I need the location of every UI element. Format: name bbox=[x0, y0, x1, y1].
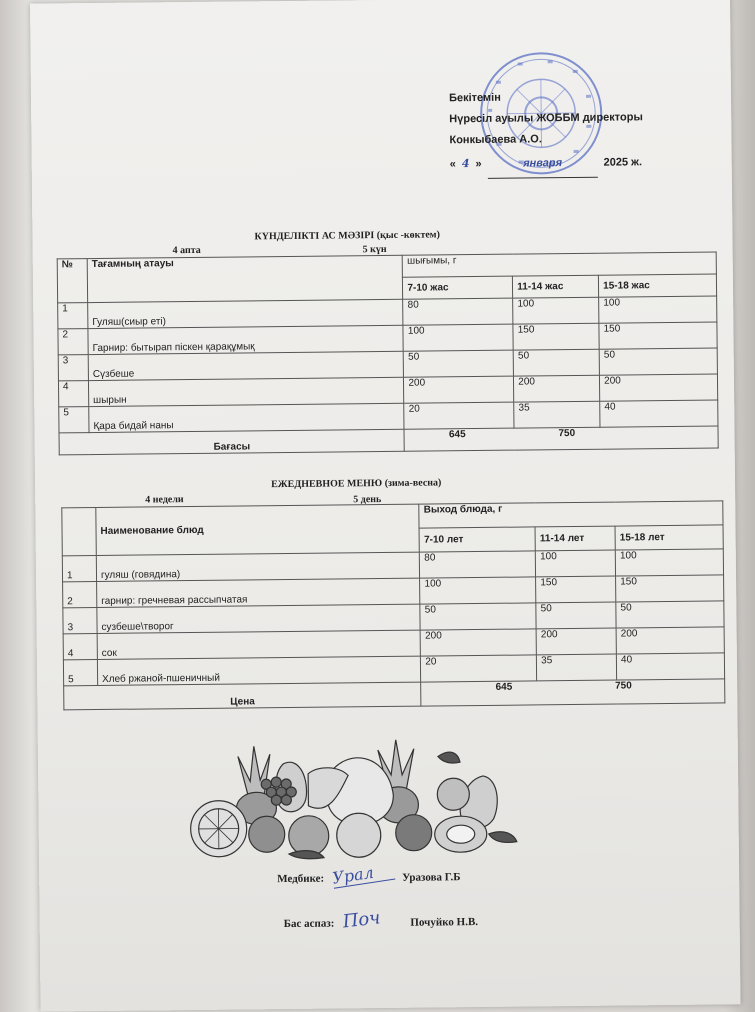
approval-date bbox=[450, 148, 644, 179]
row-value: 35 bbox=[537, 654, 617, 681]
ru-menu-table bbox=[61, 500, 725, 710]
row-num: 5 bbox=[63, 659, 97, 685]
kz-header-yield: шығымы, г bbox=[403, 252, 717, 277]
row-value: 200 bbox=[420, 629, 536, 656]
nurse-signature-line bbox=[277, 863, 461, 885]
price-values bbox=[404, 426, 718, 451]
ru-header-yield: Выход блюда, г bbox=[419, 501, 723, 528]
row-name: шырын bbox=[88, 377, 404, 406]
row-value: 150 bbox=[599, 322, 717, 349]
row-name: Хлеб ржаной-пшеничный bbox=[97, 656, 421, 685]
row-value: 100 bbox=[615, 549, 723, 576]
cook-signature: Поч bbox=[341, 905, 403, 933]
row-name: сок bbox=[97, 630, 421, 659]
document-page bbox=[30, 0, 741, 1012]
nurse-signature: Урал bbox=[331, 860, 395, 889]
row-value: 200 bbox=[514, 375, 600, 402]
kz-menu-table bbox=[57, 251, 719, 455]
cook-label: Бас аспаз: bbox=[284, 918, 335, 931]
row-num: 2 bbox=[63, 582, 97, 608]
row-num: 3 bbox=[58, 355, 88, 381]
row-value: 150 bbox=[536, 576, 616, 603]
row-value: 100 bbox=[403, 324, 513, 351]
kz-day: 5 күн bbox=[363, 244, 387, 255]
approval-position: Нүресіл ауылы ЖОББМ директоры bbox=[449, 104, 643, 133]
kz-header-age2: 11-14 жас bbox=[513, 275, 599, 298]
row-value: 200 bbox=[404, 376, 514, 403]
row-num: 1 bbox=[62, 556, 96, 582]
row-name: сузбеше\творог bbox=[97, 604, 421, 633]
row-value: 150 bbox=[513, 323, 599, 350]
row-value: 200 bbox=[616, 627, 724, 654]
ru-menu-title: ЕЖЕДНЕВНОЕ МЕНЮ (зима-весна) bbox=[271, 477, 441, 490]
row-value: 35 bbox=[514, 401, 600, 428]
cook-name: Почуйко Н.В. bbox=[410, 916, 478, 929]
price-value-1: 645 bbox=[449, 429, 466, 440]
kz-menu-title: КҮНДЕЛІКТІ АС МӘЗІРІ (қыс -көктем) bbox=[254, 229, 440, 242]
ru-header-name: Наименование блюд bbox=[96, 504, 420, 555]
price-value-2: 750 bbox=[558, 428, 575, 439]
kz-header-age1: 7-10 жас bbox=[403, 276, 513, 299]
nurse-label: Медбике: bbox=[277, 873, 324, 885]
row-value: 200 bbox=[600, 374, 718, 401]
row-value: 20 bbox=[404, 402, 514, 429]
row-value: 50 bbox=[599, 348, 717, 375]
approval-name: Конкыбаева А.О. bbox=[449, 125, 643, 154]
row-name: Гуляш(сиыр еті) bbox=[88, 299, 404, 328]
date-year: 2025 ж. bbox=[603, 149, 642, 176]
nurse-name: Уразова Г.Б bbox=[402, 871, 460, 884]
row-name: Гарнир: бытырап піскен қарақұмық bbox=[88, 325, 404, 354]
row-value: 40 bbox=[616, 653, 724, 680]
price-label: Цена bbox=[64, 682, 422, 710]
approval-block bbox=[449, 83, 644, 179]
row-value: 20 bbox=[421, 655, 537, 682]
row-value: 50 bbox=[616, 601, 724, 628]
date-close: » bbox=[475, 151, 481, 178]
date-month: января bbox=[487, 150, 597, 179]
price-label: Бағасы bbox=[59, 429, 405, 455]
ru-day: 5 день bbox=[353, 494, 381, 505]
kz-header-age3: 15-18 жас bbox=[599, 274, 717, 297]
kz-header-name: Тағамның атауы bbox=[87, 255, 403, 302]
kz-week: 4 апта bbox=[173, 245, 201, 256]
ru-header-age1: 7-10 лет bbox=[419, 527, 535, 552]
price-value-2: 750 bbox=[615, 680, 632, 691]
ru-header-age3: 15-18 лет bbox=[615, 525, 723, 550]
row-value: 50 bbox=[404, 350, 514, 377]
row-value: 100 bbox=[420, 577, 536, 604]
row-value: 80 bbox=[403, 298, 513, 325]
row-value: 150 bbox=[616, 575, 724, 602]
ru-header-age2: 11-14 лет bbox=[535, 526, 615, 551]
row-value: 40 bbox=[600, 400, 718, 427]
row-value: 100 bbox=[513, 297, 599, 324]
row-value: 100 bbox=[535, 550, 615, 577]
row-num: 2 bbox=[58, 329, 88, 355]
row-value: 50 bbox=[420, 603, 536, 630]
approval-title: Бекітемін bbox=[449, 83, 643, 112]
date-day: 4 bbox=[462, 150, 470, 177]
row-name: Сүзбеше bbox=[88, 351, 404, 380]
row-value: 50 bbox=[513, 349, 599, 376]
row-num: 1 bbox=[58, 303, 88, 329]
row-num: 4 bbox=[63, 633, 97, 659]
row-value: 100 bbox=[599, 296, 717, 323]
kz-header-num: № bbox=[57, 259, 87, 303]
cook-signature-line bbox=[284, 907, 479, 930]
row-num: 3 bbox=[63, 607, 97, 633]
fruit-illustration-icon bbox=[188, 734, 519, 865]
price-values bbox=[421, 679, 725, 706]
row-num: 5 bbox=[59, 407, 89, 433]
row-value: 50 bbox=[536, 602, 616, 629]
price-value-1: 645 bbox=[496, 682, 513, 693]
row-name: гуляш (говядина) bbox=[96, 552, 420, 581]
row-num: 4 bbox=[58, 381, 88, 407]
ru-header-num bbox=[62, 508, 96, 556]
row-name: Қара бидай наны bbox=[89, 403, 405, 432]
date-open: « bbox=[450, 151, 456, 178]
row-value: 200 bbox=[536, 628, 616, 655]
row-value: 80 bbox=[420, 551, 536, 578]
row-name: гарнир: гречневая рассыпчатая bbox=[97, 578, 421, 607]
ru-week: 4 недели bbox=[145, 494, 184, 505]
